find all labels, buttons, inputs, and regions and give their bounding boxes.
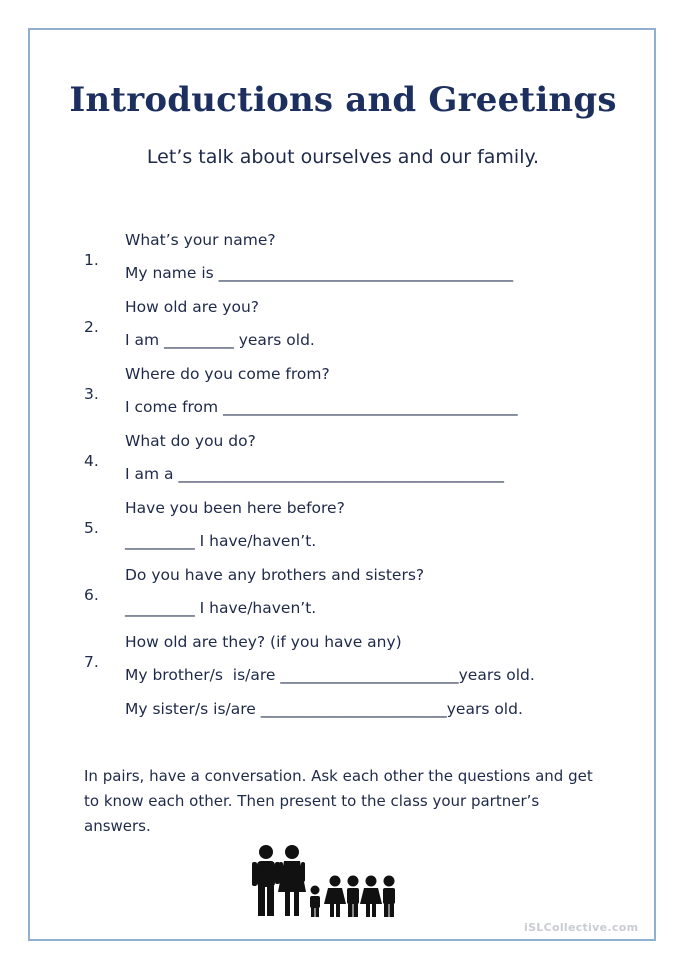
question-text: Do you have any brothers and sisters? [125,566,425,584]
watermark: iSLCollective.com [524,921,639,934]
item-number: 6. [84,586,99,604]
item-number: 2. [84,318,99,336]
list-item [0,565,99,605]
list-item [0,297,99,337]
item-number: 4. [84,452,99,470]
family-icon [250,844,400,918]
answer-line: I come from ______________________________________ [125,398,518,416]
page-title: Introductions and Greetings [69,80,617,120]
answer-line: I am a __________________________________________ [125,465,504,483]
list-item [0,230,99,270]
answer-line: I am _________ years old. [125,331,315,349]
question-text: How old are you? [125,298,259,316]
item-number: 5. [84,519,99,537]
answer-line: _________ I have/haven’t. [125,532,317,550]
item-number: 1. [84,251,99,269]
answer-line: My brother/s is/are _______________________years old. [125,666,535,684]
question-text: Have you been here before? [125,499,345,517]
list-item [0,498,99,538]
question-text: What’s your name? [125,231,276,249]
answer-line: _________ I have/haven’t. [125,599,317,617]
question-text: How old are they? (if you have any) [125,633,402,651]
list-item [0,431,99,471]
answer-line: My name is ______________________________________ [125,264,514,282]
item-number: 3. [84,385,99,403]
list-item [0,632,99,672]
question-text: What do you do? [125,432,256,450]
list-item [0,364,99,404]
question-text: Where do you come from? [125,365,330,383]
answer-line: My sister/s is/are ________________________years old. [125,700,523,718]
instructions-paragraph: In pairs, have a conversation. Ask each other the questions and get to know each other. Then present to the class your partner’s answers. [84,767,593,835]
page-subtitle: Let’s talk about ourselves and our family. [146,146,540,168]
item-number: 7. [84,653,99,671]
